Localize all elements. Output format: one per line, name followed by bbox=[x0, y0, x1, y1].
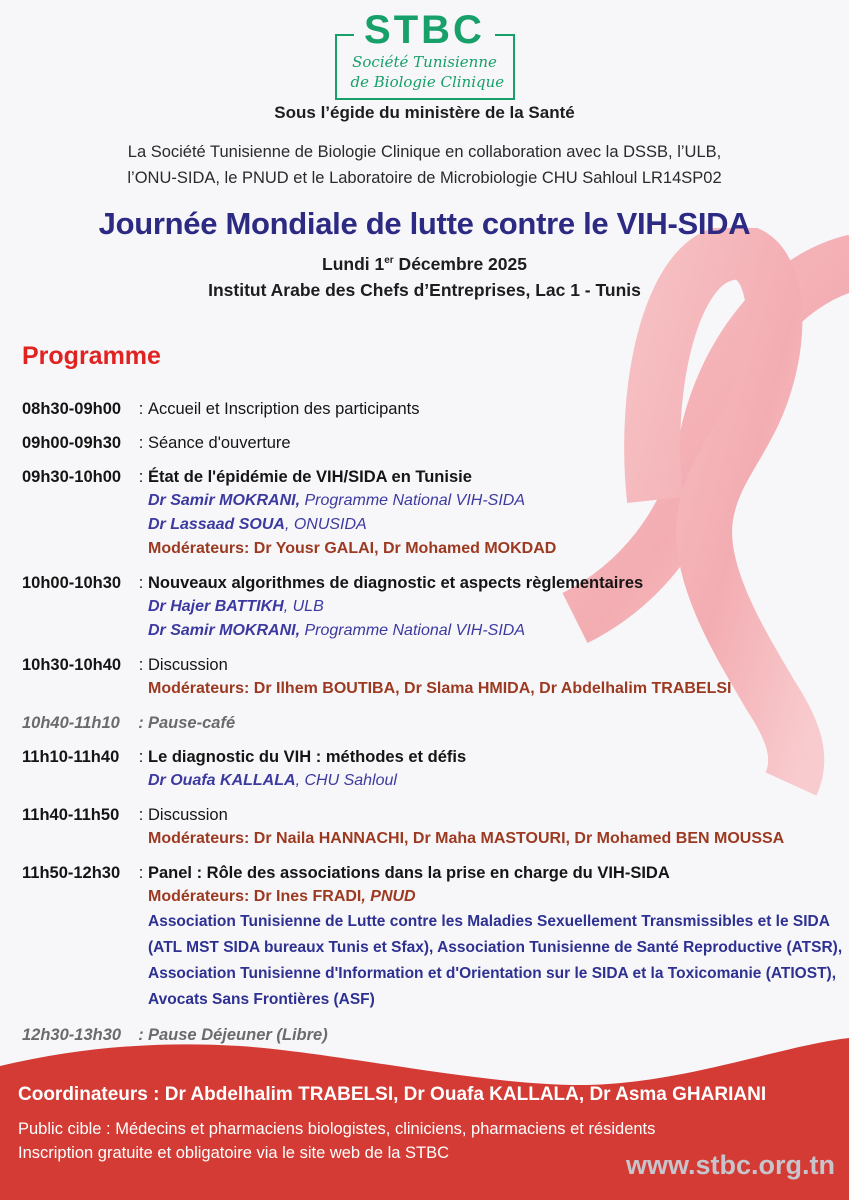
speaker-affiliation: Programme National VIH-SIDA bbox=[300, 622, 525, 639]
session-pause-cafe: 10h40-11h10 : Pause-café bbox=[22, 711, 843, 735]
session-time: 10h00-10h30 bbox=[22, 574, 122, 592]
session-title: Pause Déjeuner (Libre) bbox=[148, 1026, 328, 1044]
collaboration-line1: La Société Tunisienne de Biologie Clinique en collaboration avec la DSSB, l’ULB, bbox=[127, 143, 722, 161]
session-time: 09h30-10h00 bbox=[22, 468, 122, 486]
session-title: Panel : Rôle des associations dans la prise en charge du VIH-SIDA bbox=[148, 864, 670, 882]
moderators-affiliation: , PNUD bbox=[361, 888, 416, 905]
speaker-affiliation: , ONUSIDA bbox=[284, 516, 367, 533]
session-algorithmes: 10h00-10h30 : Nouveaux algorithmes de diagnostic et aspects règlementaires Dr Hajer BATTIKH, ULB Dr Samir MOKRANI, Programme National VIH-SIDA bbox=[22, 571, 843, 643]
session-epidemie: 09h30-10h00 : État de l'épidémie de VIH/SIDA en Tunisie Dr Samir MOKRANI, Programme National VIH-SIDA Dr Lassaad SOUA, ONUSIDA Modérateurs: Dr Yousr GALAI, Dr Mohamed MOKDAD bbox=[22, 465, 843, 561]
public-cible-line: Public cible : Médecins et pharmaciens biologistes, cliniciens, pharmaciens et résidents bbox=[18, 1120, 656, 1138]
event-date: Lundi 1er Décembre 2025 bbox=[322, 254, 527, 274]
session-panel: 11h50-12h30 : Panel : Rôle des associations dans la prise en charge du VIH-SIDA Modérateurs: Dr Ines FRADI, PNUD Association Tunisienne de Lutte contre les Maladies Sexuellement Transmissibles et le SIDA (ATL MST SIDA bureaux Tunis et Sfax), Association Tunisienne de Santé Reproductive (ATSR), Association Tunisienne d'Information et d'Orientation sur le SIDA et la Toxicomanie (ATIOST), Avocats Sans Frontières (ASF) bbox=[22, 861, 843, 1013]
inscription-line: Inscription gratuite et obligatoire via le site web de la STBC bbox=[18, 1144, 450, 1162]
session-discussion-2: 11h40-11h50 : Discussion Modérateurs: Dr Naila HANNACHI, Dr Maha MASTOURI, Dr Mohamed BEN MOUSSA bbox=[22, 803, 843, 851]
footer-section bbox=[0, 1038, 849, 1200]
speaker-name: Dr Hajer BATTIKH bbox=[148, 598, 284, 615]
event-title: Journée Mondiale de lutte contre le VIH-SIDA bbox=[98, 206, 751, 241]
session-time: 10h40-11h10 bbox=[22, 714, 120, 732]
logo-name-line1: Société Tunisienne bbox=[352, 53, 497, 71]
session-discussion-1: 10h30-10h40 : Discussion Modérateurs: Dr Ilhem BOUTIBA, Dr Slama HMIDA, Dr Abdelhalim TRABELSI bbox=[22, 653, 843, 701]
session-accueil: 08h30-09h00 : Accueil et Inscription des participants bbox=[22, 397, 843, 421]
collaboration-line2: l’ONU-SIDA, le PNUD et le Laboratoire de Microbiologie CHU Sahloul LR14SP02 bbox=[127, 169, 722, 187]
programme-section bbox=[22, 342, 843, 1057]
moderators-line: Modérateurs: Dr Ilhem BOUTIBA, Dr Slama HMIDA, Dr Abdelhalim TRABELSI bbox=[148, 680, 732, 697]
session-time: 09h00-09h30 bbox=[22, 434, 122, 452]
moderators-line: Modérateurs: Dr Naila HANNACHI, Dr Maha MASTOURI, Dr Mohamed BEN MOUSSA bbox=[148, 830, 785, 847]
speaker-affiliation: , CHU Sahloul bbox=[295, 772, 397, 789]
session-time: 11h50-12h30 bbox=[22, 864, 121, 882]
session-pause-dejeuner: 12h30-13h30 : Pause Déjeuner (Libre) bbox=[22, 1023, 843, 1047]
association-line: Association Tunisienne de Lutte contre les Maladies Sexuellement Transmissibles et le SIDA bbox=[148, 913, 830, 930]
association-line: Association Tunisienne d'Information et d'Orientation sur le SIDA et la Toxicomanie (ATIOST), bbox=[148, 965, 837, 982]
moderators-line bbox=[148, 885, 843, 909]
session-diagnostic: 11h10-11h40 : Le diagnostic du VIH : méthodes et défis Dr Ouafa KALLALA, CHU Sahloul bbox=[22, 745, 843, 793]
moderators-bold: Modérateurs: Dr Ines FRADI bbox=[148, 888, 362, 905]
speaker-name: Dr Samir MOKRANI, bbox=[148, 492, 301, 509]
session-time: 10h30-10h40 bbox=[22, 656, 122, 674]
session-title: Le diagnostic du VIH : méthodes et défis bbox=[148, 748, 467, 766]
session-ouverture: 09h00-09h30 : Séance d'ouverture bbox=[22, 431, 843, 455]
coordinators-line: Coordinateurs : Dr Abdelhalim TRABELSI, Dr Ouafa KALLALA, Dr Asma GHARIANI bbox=[18, 1084, 767, 1105]
event-venue: Institut Arabe des Chefs d’Entreprises, Lac 1 - Tunis bbox=[208, 280, 641, 300]
session-title: Pause-café bbox=[148, 714, 236, 732]
stbc-logo bbox=[0, 8, 849, 100]
session-time: 11h10-11h40 bbox=[22, 748, 120, 766]
speaker-line bbox=[148, 619, 843, 643]
logo-name-line2: de Biologie Clinique bbox=[350, 73, 505, 91]
session-title: Nouveaux algorithmes de diagnostic et aspects règlementaires bbox=[148, 574, 644, 592]
session-title: Discussion bbox=[148, 656, 228, 674]
speaker-line bbox=[148, 513, 843, 537]
session-title: Discussion bbox=[148, 806, 228, 824]
speaker-line bbox=[148, 489, 843, 513]
website-link[interactable]: www.stbc.org.tn bbox=[626, 1150, 835, 1180]
date-ordinal: er bbox=[384, 255, 394, 267]
session-time: 11h40-11h50 bbox=[22, 806, 120, 824]
speaker-affiliation: , ULB bbox=[283, 598, 324, 615]
logo-acronym: STBC bbox=[354, 12, 495, 48]
session-title: État de l'épidémie de VIH/SIDA en Tunisie bbox=[148, 468, 472, 486]
moderators-line: Modérateurs: Dr Yousr GALAI, Dr Mohamed MOKDAD bbox=[148, 540, 557, 557]
collaboration-text bbox=[0, 139, 849, 191]
session-title: Accueil et Inscription des participants bbox=[148, 400, 420, 418]
session-title: Séance d'ouverture bbox=[148, 434, 291, 452]
speaker-affiliation: Programme National VIH-SIDA bbox=[300, 492, 525, 509]
speaker-name: Dr Lassaad SOUA bbox=[148, 516, 285, 533]
association-line: (ATL MST SIDA bureaux Tunis et Sfax), Association Tunisienne de Santé Reproductive (ATSR), bbox=[148, 939, 843, 956]
session-time: 12h30-13h30 bbox=[22, 1026, 122, 1044]
speaker-line bbox=[148, 595, 843, 619]
egide-text: Sous l’égide du ministère de la Santé bbox=[274, 103, 575, 122]
programme-heading: Programme bbox=[22, 342, 161, 370]
association-line: Avocats Sans Frontières (ASF) bbox=[148, 991, 375, 1008]
speaker-line bbox=[148, 769, 843, 793]
speaker-name: Dr Samir MOKRANI, bbox=[148, 622, 301, 639]
session-time: 08h30-09h00 bbox=[22, 400, 122, 418]
speaker-name: Dr Ouafa KALLALA bbox=[148, 772, 296, 789]
